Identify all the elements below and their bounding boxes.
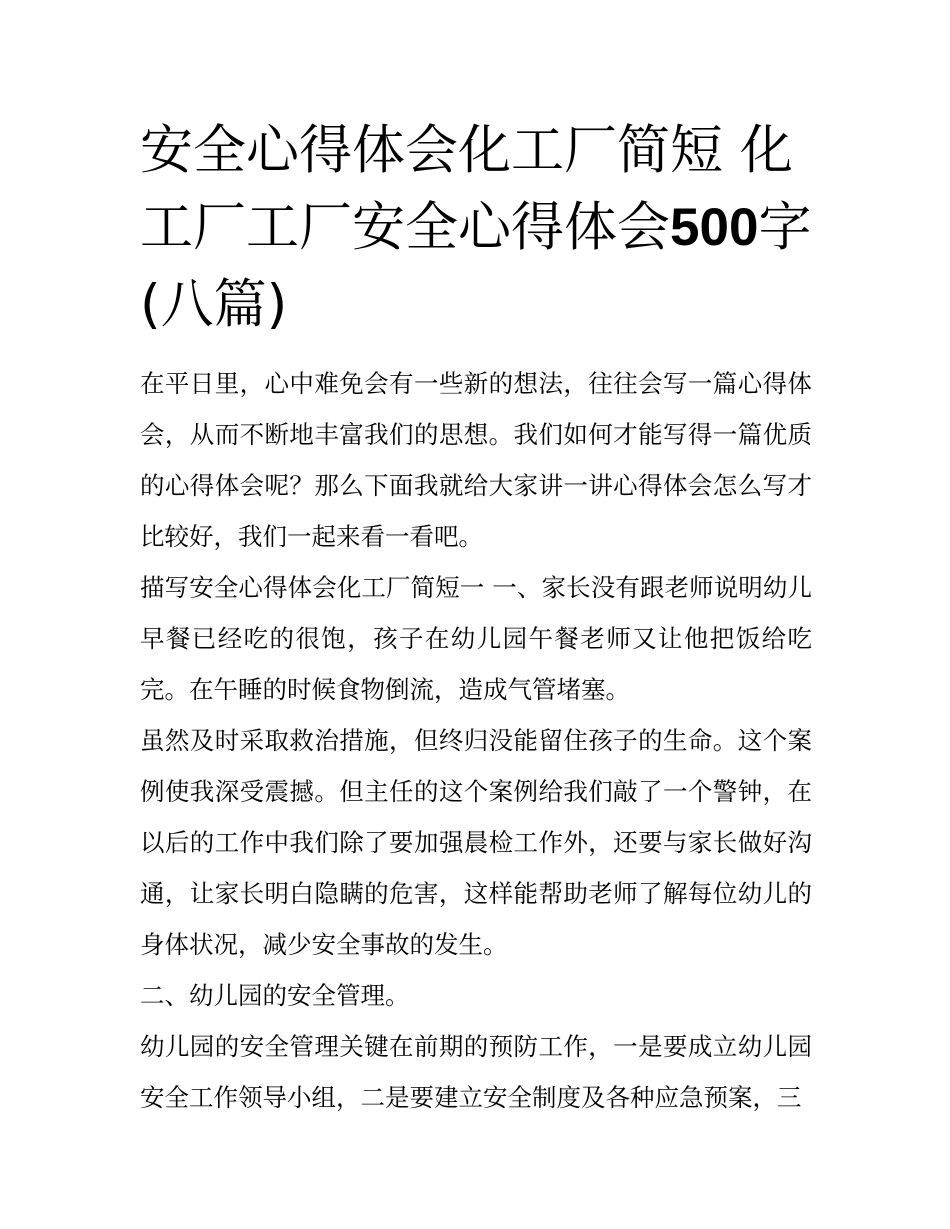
paragraph-section-heading: 二、幼儿园的安全管理。: [140, 981, 410, 1010]
paragraph-safety-management: 幼儿园的安全管理关键在前期的预防工作，一是要成立幼儿园安全工作领导小组，二是要建立安全制度及各种应急预案，三: [140, 1032, 812, 1112]
title-text-cjk-2: 字(八篇): [140, 197, 812, 335]
paragraph-case-reflection: 虽然及时采取救治措施，但终归没能留住孩子的生命。这个案例使我深受震撼。但主任的这个案例给我们敲了一个警钟，在以后的工作中我们除了要加强晨检工作外，还要与家长做好沟通，让家长明白隐瞒的危害，这样能帮助老师了解每位幼儿的身体状况，减少安全事故的发生。: [140, 726, 812, 959]
paragraph-case-description: 描写安全心得体会化工厂简短一 一、家长没有跟老师说明幼儿早餐已经吃的很饱，孩子在幼儿园午餐老师又让他把饭给吃完。在午睡的时候食物倒流，造成气管堵塞。: [140, 573, 812, 704]
document-page: [140, 112, 812, 1123]
paragraph-intro: 在平日里，心中难免会有一些新的想法，往往会写一篇心得体会，从而不断地丰富我们的思想。我们如何才能写得一篇优质的心得体会呢？那么下面我就给大家讲一讲心得体会怎么写才比较好，我们一起来看一看吧。: [140, 369, 812, 551]
title-text-cjk-1: 安全心得体会化工厂简短 化工厂工厂安全心得体会: [140, 120, 793, 258]
document-title: [140, 112, 812, 343]
title-text-number: 500: [670, 198, 759, 257]
